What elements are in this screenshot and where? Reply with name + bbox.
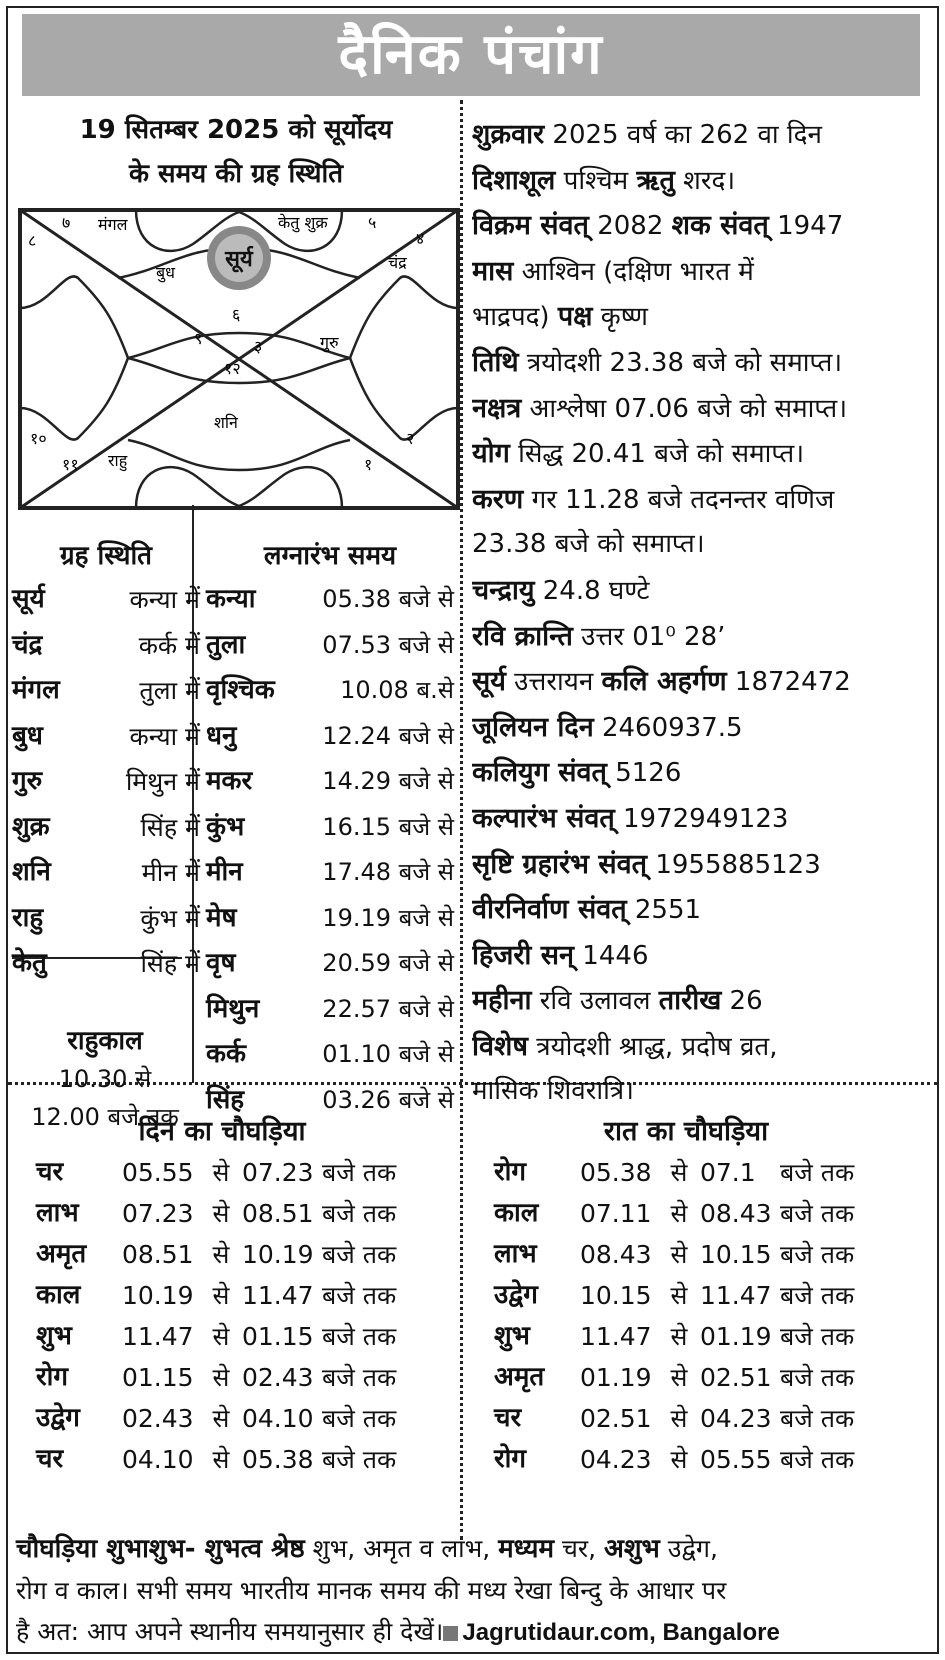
choghadiya-se: से: [212, 1158, 230, 1187]
choghadiya-row: [494, 1275, 854, 1316]
panchang-value: सिद्ध 20.41 बजे को समाप्त।: [509, 439, 805, 470]
choghadiya-tail: बजे तक: [780, 1404, 855, 1433]
choghadiya-from: 05.38: [580, 1158, 652, 1187]
house-1: १: [364, 455, 373, 474]
choghadiya-from: 08.51: [122, 1240, 194, 1269]
lagna-row: [206, 850, 454, 896]
panchang-line: [472, 386, 932, 432]
panchang-value: आश्लेषा 07.06 बजे को समाप्त।: [521, 393, 848, 424]
choghadiya-name: लाभ: [36, 1198, 79, 1228]
rahukaal-end: 12.00 बजे तक: [31, 1103, 179, 1131]
panchang-label: तारीख: [658, 985, 722, 1017]
raat-choghadiya-title: रात का चौघड़िया: [603, 1116, 769, 1147]
choghadiya-se: से: [670, 1363, 688, 1392]
main-vertical-divider: [460, 100, 463, 1540]
panchang-label: चन्द्रायु: [472, 574, 535, 606]
choghadiya-se: से: [670, 1240, 688, 1269]
graha-position: कन्या में: [129, 721, 200, 751]
panchang-value: त्रयोदशी श्राद्ध, प्रदोष व्रत,: [527, 1031, 778, 1062]
choghadiya-name: उद्वेग: [494, 1280, 538, 1310]
panchang-line: [472, 294, 932, 340]
choghadiya-to: 05.38: [242, 1445, 314, 1474]
choghadiya-se: से: [670, 1322, 688, 1351]
choghadiya-name: चर: [36, 1444, 64, 1474]
footer-text-3: उद्वेग,: [659, 1534, 718, 1563]
house-7: ७: [62, 213, 71, 232]
lagna-time: 17.48 बजे से: [322, 858, 454, 886]
lagna-time: 16.15 बजे से: [322, 812, 454, 841]
panchang-label: तिथि: [472, 346, 519, 378]
square-bullet-icon: [443, 1626, 458, 1641]
choghadiya-se: से: [670, 1199, 688, 1228]
panchang-label: महीना: [472, 985, 532, 1017]
panchang-label: योग: [472, 438, 510, 470]
choghadiya-se: से: [670, 1404, 688, 1433]
panchang-value: त्रयोदशी 23.38 बजे को समाप्त।: [518, 347, 843, 378]
panchang-label: कल्पारंभ संवत्: [472, 802, 615, 834]
choghadiya-name: अमृत: [494, 1362, 545, 1392]
panchang-label: विशेष: [472, 1030, 528, 1062]
graha-name: शुक्र: [12, 811, 50, 842]
panchang-line: [472, 568, 932, 614]
lagna-row: [206, 941, 454, 987]
graha-name: राहु: [12, 902, 44, 933]
graha-row: [12, 805, 200, 851]
planet-budh: बुध: [156, 263, 175, 282]
footer-bold-2: मध्यम: [498, 1534, 555, 1564]
choghadiya-name: शुभ: [494, 1321, 530, 1351]
panchang-value: शरद।: [674, 165, 736, 196]
panchang-value: आश्विन (दक्षिण भारत में: [513, 256, 754, 287]
panchang-details: [472, 112, 932, 1115]
planet-shani: शनि: [214, 413, 238, 432]
page-title: दैनिक पंचांग: [22, 14, 920, 96]
choghadiya-to: 05.55: [700, 1445, 772, 1474]
choghadiya-se: से: [212, 1199, 230, 1228]
footer-text-2: चर,: [554, 1534, 605, 1563]
choghadiya-to: 04.23: [700, 1404, 772, 1433]
panchang-label: कलि अहर्गण: [601, 666, 727, 698]
lagna-time: 12.24 बजे से: [322, 721, 454, 750]
panchang-line: [472, 887, 932, 933]
choghadiya-from: 11.47: [580, 1322, 652, 1351]
lagna-name: कर्क: [206, 1039, 246, 1069]
planet-ketu-shukra: केतु शुक्र: [278, 213, 328, 232]
lagna-name: मकर: [206, 766, 253, 796]
choghadiya-row: [36, 1275, 396, 1316]
planet-chandra: चंद्र: [388, 253, 407, 272]
lagna-name: वृश्चिक: [206, 675, 275, 705]
panchang-line: [472, 477, 932, 523]
choghadiya-tail: बजे तक: [322, 1158, 397, 1187]
footer-line-3: है अत: आप अपने स्थानीय समयानुसार ही देखें।: [16, 1617, 444, 1646]
lagna-name: कन्या: [206, 584, 256, 614]
panchang-line: [472, 112, 932, 158]
choghadiya-row: [494, 1152, 854, 1193]
choghadiya-to: 02.43: [242, 1363, 314, 1392]
lagna-time: 01.10 बजे से: [322, 1040, 454, 1068]
choghadiya-tail: बजे तक: [322, 1363, 397, 1392]
panchang-value: उत्तर 01⁰ 28’: [572, 621, 726, 652]
choghadiya-from: 02.43: [122, 1404, 194, 1433]
panchang-value: 5126: [606, 758, 682, 789]
choghadiya-se: से: [212, 1404, 230, 1433]
lagna-row: [206, 1032, 454, 1078]
graha-row: [12, 850, 200, 896]
choghadiya-to: 08.51: [242, 1199, 314, 1228]
choghadiya-from: 02.51: [580, 1404, 652, 1433]
choghadiya-to: 07.23: [242, 1158, 314, 1187]
house-5: ५: [368, 213, 377, 232]
panchang-value: कृष्ण: [592, 302, 648, 333]
lagnarambh-title: लग्नारंभ समय: [263, 541, 397, 571]
panchang-line: [472, 203, 932, 249]
choghadiya-name: चर: [36, 1157, 64, 1187]
lagna-name: सिंह: [206, 1084, 245, 1115]
house-9: ९: [194, 329, 203, 348]
panchang-label: नक्षत्र: [472, 392, 522, 424]
panchang-value: उत्तरायन: [505, 667, 602, 698]
choghadiya-from: 07.23: [122, 1199, 194, 1228]
choghadiya-name: रोग: [494, 1444, 527, 1474]
panchang-label: शक संवत्: [671, 210, 769, 242]
choghadiya-from: 10.19: [122, 1281, 194, 1310]
panchang-value: 2082: [588, 211, 672, 242]
choghadiya-tail: बजे तक: [322, 1199, 397, 1228]
panchang-label: सृष्टि ग्रहारंभ संवत्: [472, 848, 648, 880]
graha-name: मंगल: [12, 675, 60, 705]
choghadiya-tail: बजे तक: [780, 1281, 855, 1310]
panchang-line: [472, 750, 932, 796]
graha-row: [12, 577, 200, 623]
graha-sthiti-table: [12, 535, 200, 987]
panchang-value: पश्चिम: [555, 165, 637, 196]
lagna-row: [206, 805, 454, 851]
footer-note: [16, 1528, 931, 1653]
planet-rahu: राहु: [108, 451, 128, 470]
panchang-line: [472, 1024, 932, 1070]
panchang-line: [472, 1069, 932, 1115]
choghadiya-tail: बजे तक: [780, 1363, 855, 1392]
raat-choghadiya-table: [494, 1116, 855, 1480]
choghadiya-se: से: [670, 1158, 688, 1187]
lagna-row: [206, 577, 454, 623]
choghadiya-row: [36, 1398, 396, 1439]
panchang-label: करण: [472, 483, 524, 515]
choghadiya-from: 01.19: [580, 1363, 652, 1392]
graha-position: तुला में: [139, 676, 200, 705]
choghadiya-row: [36, 1357, 396, 1398]
graha-position: सिंह में: [140, 949, 200, 978]
panchang-label: पक्ष: [557, 301, 593, 333]
choghadiya-row: [36, 1193, 396, 1234]
panchang-label: हिजरी सन्: [472, 939, 575, 971]
choghadiya-tail: बजे तक: [322, 1322, 397, 1351]
lagna-name: मेष: [206, 902, 237, 933]
graha-position: कुंभ में: [140, 903, 200, 933]
footer-bold-1: चौघड़िया शुभाशुभ- शुभत्व श्रेष्ठ: [16, 1534, 305, 1564]
graha-sthiti-title: ग्रह स्थिति: [59, 541, 153, 571]
kundli-heading-line2: के समय की ग्रह स्थिति: [128, 159, 344, 189]
choghadiya-tail: बजे तक: [780, 1240, 855, 1269]
choghadiya-from: 08.43: [580, 1240, 652, 1269]
choghadiya-row: [494, 1357, 854, 1398]
panchang-value: 1872472: [726, 667, 851, 698]
choghadiya-tail: बजे तक: [322, 1240, 397, 1269]
kundli-heading-line1: 19 सितम्बर 2025 को सूर्योदय: [79, 115, 393, 145]
choghadiya-to: 10.15: [700, 1240, 772, 1269]
graha-name: गुरु: [12, 766, 43, 796]
panchang-value: मासिक शिवरात्रि।: [472, 1076, 635, 1107]
choghadiya-row: [494, 1234, 854, 1275]
graha-row: [12, 941, 200, 987]
choghadiya-name: अमृत: [36, 1239, 87, 1269]
lagna-row: [206, 759, 454, 805]
choghadiya-to: 01.15: [242, 1322, 314, 1351]
house-11: ११: [62, 455, 79, 474]
graha-position: मीन में: [141, 858, 200, 887]
choghadiya-name: चर: [494, 1403, 522, 1433]
panchang-value: 24.8 घण्टे: [534, 575, 650, 606]
lagna-row: [206, 987, 454, 1033]
panchang-value: भाद्रपद): [472, 302, 558, 333]
house-4: ४: [416, 229, 425, 248]
choghadiya-to: 01.19: [700, 1322, 772, 1351]
lagna-time: 20.59 बजे से: [322, 949, 454, 977]
panchang-value: 1947: [768, 211, 844, 242]
house-2: २: [406, 429, 415, 448]
house-10: १०: [30, 429, 47, 448]
panchang-value: 1955885123: [647, 849, 821, 880]
lagna-name: कुंभ: [206, 811, 245, 842]
choghadiya-row: [494, 1193, 854, 1234]
footer-text-1: शुभ, अमृत व लाभ,: [304, 1534, 499, 1563]
panchang-line: [472, 796, 932, 842]
panchang-line: [472, 431, 932, 477]
choghadiya-se: से: [212, 1322, 230, 1351]
panchang-label: दिशाशूल: [472, 164, 556, 196]
graha-row: [12, 714, 200, 760]
lagna-row: [206, 668, 454, 714]
graha-name: बुध: [12, 720, 43, 751]
choghadiya-row: [36, 1439, 396, 1480]
choghadiya-name: रोग: [36, 1362, 69, 1392]
panchang-line: [472, 249, 932, 295]
choghadiya-from: 10.15: [580, 1281, 652, 1310]
panchang-line: [472, 978, 932, 1024]
brand-credit: Jagrutidaur.com, Bangalore: [462, 1619, 780, 1646]
choghadiya-se: से: [670, 1281, 688, 1310]
panchang-label: रवि क्रान्ति: [472, 620, 573, 652]
choghadiya-to: 08.43: [700, 1199, 772, 1228]
kundli-heading: [14, 108, 458, 196]
lagna-time: 22.57 बजे से: [322, 994, 454, 1023]
graha-row: [12, 759, 200, 805]
choghadiya-se: से: [212, 1240, 230, 1269]
choghadiya-name: काल: [494, 1198, 539, 1228]
panchang-value: 2551: [626, 895, 702, 926]
panchang-label: ऋतु: [636, 164, 675, 196]
choghadiya-se: से: [212, 1445, 230, 1474]
panchang-line: [472, 659, 932, 705]
graha-position: कन्या में: [129, 585, 200, 614]
panchang-label: सूर्य: [472, 666, 506, 698]
choghadiya-tail: बजे तक: [780, 1158, 855, 1187]
choghadiya-row: [494, 1439, 854, 1480]
choghadiya-name: काल: [36, 1280, 81, 1310]
panchang-label: जूलियन दिन: [472, 711, 594, 743]
choghadiya-from: 04.23: [580, 1445, 652, 1474]
kundli-chart: [18, 208, 460, 510]
panchang-label: वीरनिर्वाण संवत्: [472, 894, 627, 926]
choghadiya-row: [36, 1316, 396, 1357]
house-12: १२: [224, 359, 241, 378]
choghadiya-to: 02.51: [700, 1363, 772, 1392]
choghadiya-tail: बजे तक: [780, 1322, 855, 1351]
lagna-time: 10.08 ब.से: [340, 676, 454, 704]
graha-row: [12, 623, 200, 669]
panchang-value: 26: [721, 986, 763, 1017]
panchang-value: 1446: [574, 940, 649, 971]
choghadiya-to: 11.47: [242, 1281, 314, 1310]
choghadiya-from: 07.11: [580, 1199, 652, 1228]
choghadiya-tail: बजे तक: [322, 1281, 397, 1310]
choghadiya-se: से: [212, 1363, 230, 1392]
choghadiya-from: 04.10: [122, 1445, 194, 1474]
choghadiya-se: से: [212, 1281, 230, 1310]
lagna-time: 05.38 बजे से: [322, 585, 454, 613]
choghadiya-name: शुभ: [36, 1321, 72, 1351]
lagna-name: तुला: [206, 629, 246, 660]
panchang-line: [472, 842, 932, 888]
choghadiya-tail: बजे तक: [780, 1445, 855, 1474]
choghadiya-row: [494, 1316, 854, 1357]
lagna-name: धनु: [206, 720, 237, 751]
graha-position: कर्क में: [138, 630, 200, 660]
choghadiya-row: [36, 1152, 396, 1193]
choghadiya-from: 01.15: [122, 1363, 194, 1392]
panchang-value: 1972949123: [614, 803, 789, 834]
sun-label: सूर्य: [225, 247, 253, 272]
graha-position: मिथुन में: [125, 767, 200, 796]
graha-position: सिंह में: [140, 812, 200, 842]
lagna-time: 07.53 बजे से: [322, 630, 454, 659]
house-8: ८: [28, 231, 37, 250]
choghadiya-to: 04.10: [242, 1404, 314, 1433]
panchang-value: 2025 वर्ष का 262 वा दिन: [544, 120, 822, 150]
choghadiya-tail: बजे तक: [780, 1199, 855, 1228]
choghadiya-from: 11.47: [122, 1322, 194, 1351]
choghadiya-to: 07.1: [700, 1158, 756, 1187]
panchang-value: 2460937.5: [593, 712, 743, 743]
choghadiya-tail: बजे तक: [322, 1404, 397, 1433]
panchang-line: [472, 933, 932, 979]
graha-name: चंद्र: [12, 629, 43, 660]
lagna-name: वृष: [206, 948, 236, 978]
panchang-label: विक्रम संवत्: [472, 210, 589, 242]
panchang-value: 23.38 बजे को समाप्त।: [472, 529, 705, 560]
rahukaal-start: 10.30 से: [58, 1065, 152, 1093]
panchang-line: [472, 340, 932, 386]
lagna-time: 19.19 बजे से: [322, 903, 454, 932]
graha-row: [12, 668, 200, 714]
footer-bold-3: अशुभ: [604, 1534, 660, 1564]
graha-name: केतु: [12, 948, 47, 978]
choghadiya-to: 10.19: [242, 1240, 314, 1269]
lagna-time: 14.29 बजे से: [322, 767, 454, 795]
lagna-row: [206, 623, 454, 669]
panchang-label: शुक्रवार: [472, 119, 545, 150]
panchang-label: मास: [472, 255, 514, 287]
panchang-line: [472, 705, 932, 751]
footer-line-2: रोग व काल। सभी समय भारतीय मानक समय की मध्य रेखा बिन्दु के आधार पर: [16, 1576, 727, 1605]
panchang-line: [472, 158, 932, 204]
lagna-time: 03.26 बजे से: [322, 1085, 454, 1114]
lagnarambh-table: [206, 535, 454, 1123]
lagna-row: [206, 896, 454, 942]
choghadiya-from: 05.55: [122, 1158, 194, 1187]
choghadiya-tail: बजे तक: [322, 1445, 397, 1474]
panchang-value: गर 11.28 बजे तदनन्तर वणिज: [523, 484, 835, 515]
panchang-line: [472, 522, 932, 568]
choghadiya-row: [36, 1234, 396, 1275]
graha-row: [12, 896, 200, 942]
choghadiya-to: 11.47: [700, 1281, 772, 1310]
panchang-line: [472, 614, 932, 660]
house-3: ३: [254, 337, 263, 356]
din-choghadiya-title: दिन का चौघड़िया: [138, 1116, 306, 1147]
graha-name: सूर्य: [12, 584, 45, 614]
lagna-name: मीन: [206, 857, 243, 887]
choghadiya-name: उद्वेग: [36, 1403, 80, 1433]
rahukaal-title: राहुकाल: [67, 1026, 143, 1056]
planet-mangal: मंगल: [98, 215, 128, 234]
choghadiya-se: से: [670, 1445, 688, 1474]
panchang-label: कलियुग संवत्: [472, 757, 607, 789]
panchang-value: रवि उलावल: [531, 986, 659, 1017]
choghadiya-name: लाभ: [494, 1239, 537, 1269]
house-6: ६: [232, 305, 241, 324]
planet-guru: गुरु: [320, 333, 339, 352]
choghadiya-row: [494, 1398, 854, 1439]
lagna-name: मिथुन: [206, 993, 260, 1024]
choghadiya-name: रोग: [494, 1157, 527, 1187]
graha-name: शनि: [12, 857, 51, 887]
lagna-row: [206, 714, 454, 760]
